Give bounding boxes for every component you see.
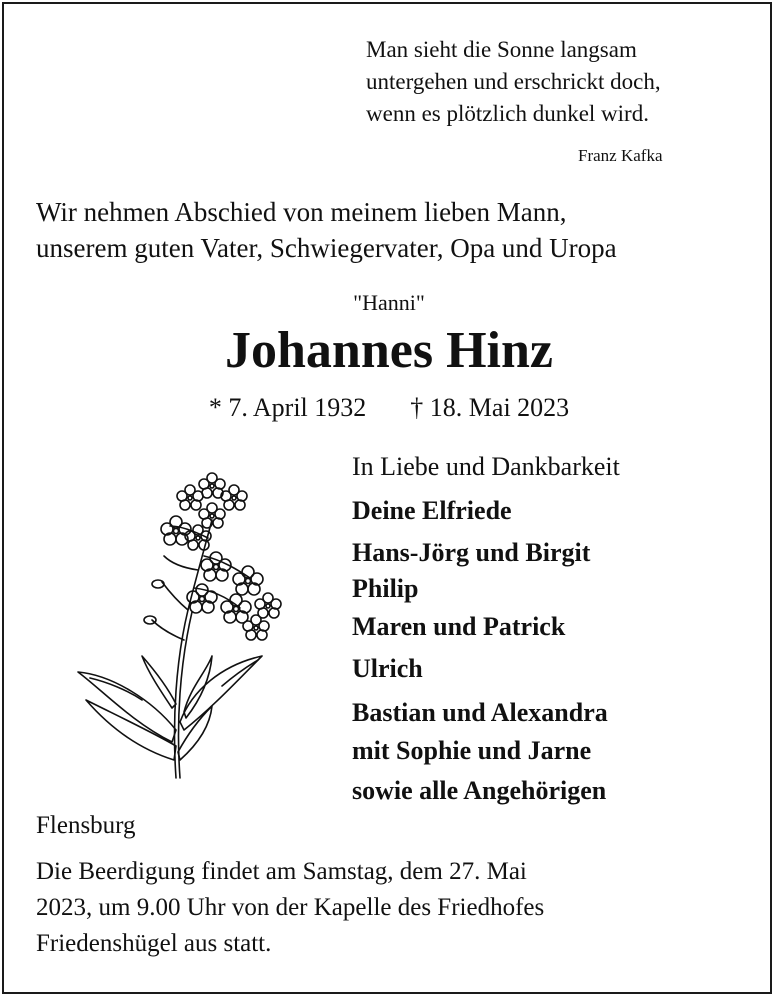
forget-me-not-icon bbox=[72, 460, 292, 785]
funeral-line: Friedenshügel aus statt. bbox=[36, 930, 272, 957]
intro-line: unserem guten Vater, Schwiegervater, Opa und Uropa bbox=[36, 233, 617, 263]
mourner-name: Hans-Jörg und Birgit bbox=[352, 538, 591, 567]
quote-line: wenn es plötzlich dunkel wird. bbox=[366, 101, 649, 126]
mourner-name: Maren und Patrick bbox=[352, 612, 566, 641]
mourner-name: Bastian und Alexandra bbox=[352, 698, 608, 727]
quote-author: Franz Kafka bbox=[578, 146, 663, 165]
mourners-heading: In Liebe und Dankbarkeit bbox=[352, 452, 620, 481]
kafka-quote bbox=[366, 34, 756, 130]
funeral-line: 2023, um 9.00 Uhr von der Kapelle des Friedhofes bbox=[36, 894, 545, 921]
birth-date: * 7. April 1932 bbox=[208, 393, 367, 422]
death-date: † 18. Mai 2023 bbox=[410, 393, 570, 422]
quote-line: Man sieht die Sonne langsam bbox=[366, 37, 637, 62]
farewell-intro bbox=[36, 194, 756, 266]
quote-line: untergehen und erschrickt doch, bbox=[366, 69, 661, 94]
mourner-name: mit Sophie und Jarne bbox=[352, 736, 592, 765]
place-name: Flensburg bbox=[36, 812, 136, 839]
funeral-line: Die Beerdigung findet am Samstag, dem 27. Mai bbox=[36, 858, 527, 885]
mourner-name: sowie alle Angehörigen bbox=[352, 776, 607, 805]
mourner-name: Philip bbox=[352, 574, 419, 603]
mourner-name: Deine Elfriede bbox=[352, 496, 512, 525]
intro-line: Wir nehmen Abschied von meinem lieben Mann, bbox=[36, 197, 567, 227]
deceased-name: Johannes Hinz bbox=[225, 322, 553, 379]
mourner-name: Ulrich bbox=[352, 654, 423, 683]
funeral-notice bbox=[36, 854, 746, 962]
life-dates bbox=[0, 393, 778, 423]
nickname: "Hanni" bbox=[353, 290, 425, 315]
